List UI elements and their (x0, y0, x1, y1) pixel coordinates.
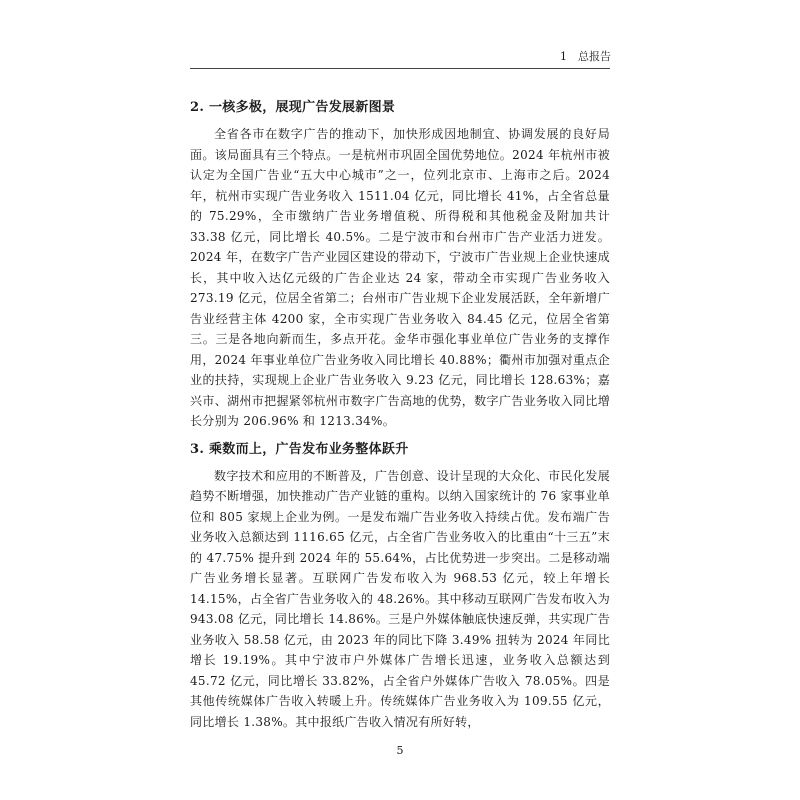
page-content (190, 98, 610, 740)
section-heading-3: 3. 乘数而上，广告发布业务整体跃升 (190, 441, 409, 457)
page-number: 5 (396, 744, 404, 757)
running-header: 1 总报告 (560, 50, 611, 63)
header-rule (190, 68, 610, 69)
section-body-3: 数字技术和应用的不断普及，广告创意、设计呈现的大众化、市民化发展趋势不断增强，加快推动广告产业链的重构。以纳入国家统计的 76 家事业单位和 805 家规上企业为例。一是发布端广告业务收入持续占优。发布端广告业务收入总额达到 1116.65 亿元，占全省广告业务收入的比重由“十三五”末的 47.75% 提升到 2024 年的 55.64%，占比优势进一步突出。二是移动端广告业务增长显著。互联网广告发布收入为 968.53 亿元，较上年增长 14.15%，占全省广告业务收入的 48.26%。其中移动互联网广告发布收入为 943.08 亿元，同比增长 14.86%。三是户外媒体触底快速反弹，共实现广告业务收入 58.58 亿元，由 2023 年的同比下降 3.49% 扭转为 2024 年同比增长 19.19%。其中宁波市户外媒体广告增长迅速，业务收入总额达到 45.72 亿元，同比增长 33.82%，占全省户外媒体广告收入 78.05%。四是其他传统媒体广告收入转暖上升。传统媒体广告业务收入为 109.55 亿元，同比增长 1.38%。其中报纸广告收入情况有所好转， (190, 468, 610, 729)
section-heading-2: 2. 一核多极，展现广告发展新图景 (190, 100, 396, 115)
section-body-2: 全省各市在数字广告的推动下，加快形成因地制宜、协调发展的良好局面。该局面具有三个特点。一是杭州市巩固全国优势地位。2024 年杭州市被认定为全国广告业“五大中心城市”之一，位列北京市、上海市之后。2024 年，杭州市实现广告业务收入 1511.04 亿元，同比增长 41%，占全省总量的 75.29%，全市缴纳广告业务增值税、所得税和其他税金及附加共计 33.38 亿元，同比增长 40.5%。二是宁波市和台州市广告产业活力迸发。2024 年，在数字广告产业园区建设的带动下，宁波市广告业规上企业快速成长，其中收入达亿元级的广告企业达 24 家，带动全市实现广告业务收入 273.19 亿元，位居全省第二；台州市广告业规下企业发展活跃，全年新增广告业经营主体 4200 家，全市实现广告业务收入 84.45 亿元，位居全省第三。三是各地向新而生，多点开花。金华市强化事业单位广告业务的支撑作用，2024 年事业单位广告业务收入同比增长 40.88%；衢州市加强对重点企业的扶持，实现规上企业广告业务收入 9.23 亿元，同比增长 128.63%；嘉兴市、湖州市把握紧邻杭州市数字广告高地的优势，数字广告业务收入同比增长分别为 206.96% 和 1213.34%。 (190, 127, 610, 428)
